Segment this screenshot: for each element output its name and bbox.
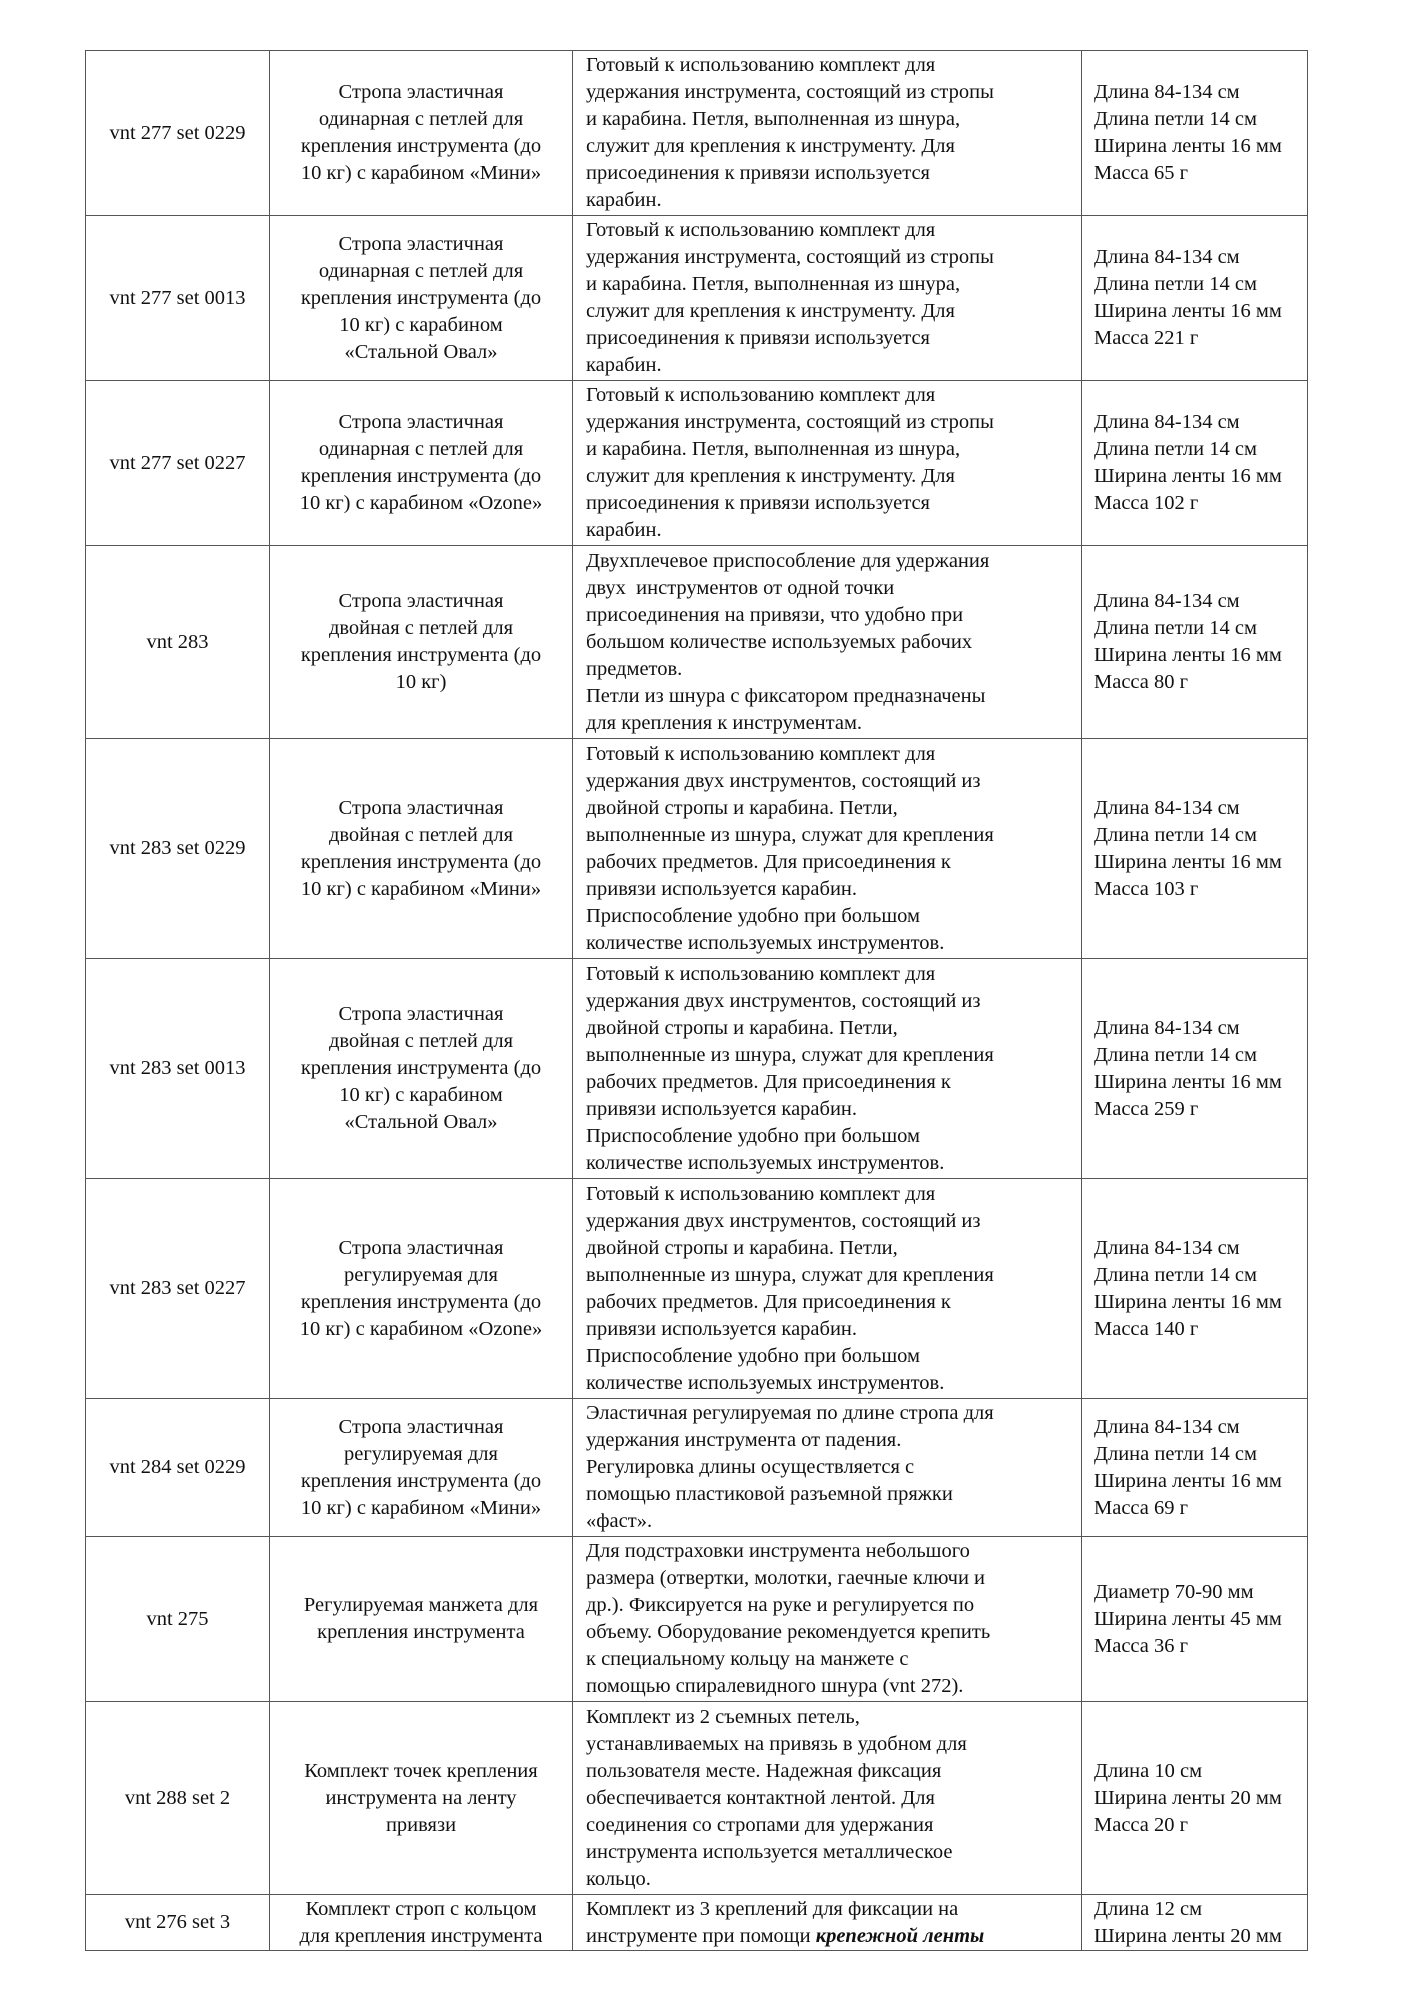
product-code: vnt 283 set 0013 bbox=[86, 959, 270, 1179]
product-description: Готовый к использованию комплект для удержания двух инструментов, состоящий из двойной стропы и карабина. Петли, выполненные из шнура, служат для крепления рабочих предметов. Для присоединения к привязи используется карабин. Приспособление удобно при большом количестве используемых инструментов. bbox=[573, 739, 1082, 959]
product-code: vnt 277 set 0013 bbox=[86, 216, 270, 381]
product-code: vnt 284 set 0229 bbox=[86, 1399, 270, 1537]
product-name: Стропа эластичная одинарная с петлей для крепления инструмента (до 10 кг) с карабином «Ozone» bbox=[270, 381, 573, 546]
product-description: Готовый к использованию комплект для удержания инструмента, состоящий из стропы и карабина. Петля, выполненная из шнура, служит для крепления к инструменту. Для присоединения к привязи используется карабин. bbox=[573, 381, 1082, 546]
product-table bbox=[85, 50, 1308, 1951]
table-row bbox=[86, 1537, 1308, 1702]
product-code: vnt 283 bbox=[86, 546, 270, 739]
product-specs: Диаметр 70-90 мм Ширина ленты 45 мм Масса 36 г bbox=[1082, 1537, 1308, 1702]
product-specs: Длина 84-134 см Длина петли 14 см Ширина ленты 16 мм Масса 140 г bbox=[1082, 1179, 1308, 1399]
product-specs: Длина 84-134 см Длина петли 14 см Ширина ленты 16 мм Масса 102 г bbox=[1082, 381, 1308, 546]
table-row bbox=[86, 1702, 1308, 1895]
table-row bbox=[86, 1399, 1308, 1537]
product-name: Комплект точек крепления инструмента на ленту привязи bbox=[270, 1702, 573, 1895]
product-specs: Длина 84-134 см Длина петли 14 см Ширина ленты 16 мм Масса 69 г bbox=[1082, 1399, 1308, 1537]
product-description: Комплект из 2 съемных петель, устанавливаемых на привязь в удобном для пользователя месте. Надежная фиксация обеспечивается контактной лентой. Для соединения со стропами для удержания инструмента используется металлическое кольцо. bbox=[573, 1702, 1082, 1895]
product-code: vnt 277 set 0229 bbox=[86, 51, 270, 216]
product-name: Стропа эластичная одинарная с петлей для крепления инструмента (до 10 кг) с карабином «Мини» bbox=[270, 51, 573, 216]
product-name: Стропа эластичная регулируемая для крепления инструмента (до 10 кг) с карабином «Мини» bbox=[270, 1399, 573, 1537]
product-name: Стропа эластичная двойная с петлей для крепления инструмента (до 10 кг) bbox=[270, 546, 573, 739]
product-description: Комплект из 3 креплений для фиксации на инструменте при помощи крепежной ленты bbox=[573, 1895, 1082, 1951]
product-specs: Длина 10 см Ширина ленты 20 мм Масса 20 г bbox=[1082, 1702, 1308, 1895]
product-specs: Длина 84-134 см Длина петли 14 см Ширина ленты 16 мм Масса 259 г bbox=[1082, 959, 1308, 1179]
product-description: Готовый к использованию комплект для удержания инструмента, состоящий из стропы и карабина. Петля, выполненная из шнура, служит для крепления к инструменту. Для присоединения к привязи используется карабин. bbox=[573, 51, 1082, 216]
product-name: Стропа эластичная двойная с петлей для крепления инструмента (до 10 кг) с карабином «Стальной Овал» bbox=[270, 959, 573, 1179]
product-description: Готовый к использованию комплект для удержания двух инструментов, состоящий из двойной стропы и карабина. Петли, выполненные из шнура, служат для крепления рабочих предметов. Для присоединения к привязи используется карабин. Приспособление удобно при большом количестве используемых инструментов. bbox=[573, 1179, 1082, 1399]
product-code: vnt 277 set 0227 bbox=[86, 381, 270, 546]
product-specs: Длина 84-134 см Длина петли 14 см Ширина ленты 16 мм Масса 65 г bbox=[1082, 51, 1308, 216]
product-description: Готовый к использованию комплект для удержания двух инструментов, состоящий из двойной стропы и карабина. Петли, выполненные из шнура, служат для крепления рабочих предметов. Для присоединения к привязи используется карабин. Приспособление удобно при большом количестве используемых инструментов. bbox=[573, 959, 1082, 1179]
product-description: Двухплечевое приспособление для удержания двух инструментов от одной точки присоединения на привязи, что удобно при большом количестве используемых рабочих предметов. Петли из шнура с фиксатором предназначены для крепления к инструментам. bbox=[573, 546, 1082, 739]
table-row bbox=[86, 1179, 1308, 1399]
product-description: Готовый к использованию комплект для удержания инструмента, состоящий из стропы и карабина. Петля, выполненная из шнура, служит для крепления к инструменту. Для присоединения к привязи используется карабин. bbox=[573, 216, 1082, 381]
product-specs: Длина 84-134 см Длина петли 14 см Ширина ленты 16 мм Масса 80 г bbox=[1082, 546, 1308, 739]
product-code: vnt 283 set 0229 bbox=[86, 739, 270, 959]
table-row bbox=[86, 739, 1308, 959]
table-row bbox=[86, 546, 1308, 739]
product-name: Стропа эластичная двойная с петлей для крепления инструмента (до 10 кг) с карабином «Мини» bbox=[270, 739, 573, 959]
table-row bbox=[86, 216, 1308, 381]
product-name: Стропа эластичная одинарная с петлей для крепления инструмента (до 10 кг) с карабином «Стальной Овал» bbox=[270, 216, 573, 381]
table-row bbox=[86, 381, 1308, 546]
product-specs: Длина 12 см Ширина ленты 20 мм bbox=[1082, 1895, 1308, 1951]
product-code: vnt 288 set 2 bbox=[86, 1702, 270, 1895]
table-row bbox=[86, 1895, 1308, 1951]
fastening-tape-emphasis: крепежной ленты bbox=[815, 1924, 985, 1947]
product-code: vnt 276 set 3 bbox=[86, 1895, 270, 1951]
table-row bbox=[86, 959, 1308, 1179]
product-code: vnt 275 bbox=[86, 1537, 270, 1702]
table-row bbox=[86, 51, 1308, 216]
product-name: Стропа эластичная регулируемая для крепления инструмента (до 10 кг) с карабином «Ozone» bbox=[270, 1179, 573, 1399]
product-name: Комплект строп с кольцом для крепления инструмента bbox=[270, 1895, 573, 1951]
product-code: vnt 283 set 0227 bbox=[86, 1179, 270, 1399]
product-description: Для подстраховки инструмента небольшого размера (отвертки, молотки, гаечные ключи и др.). Фиксируется на руке и регулируется по объему. Оборудование рекомендуется крепить к специальному кольцу на манжете с помощью спиралевидного шнура (vnt 272). bbox=[573, 1537, 1082, 1702]
product-specs: Длина 84-134 см Длина петли 14 см Ширина ленты 16 мм Масса 221 г bbox=[1082, 216, 1308, 381]
product-specs: Длина 84-134 см Длина петли 14 см Ширина ленты 16 мм Масса 103 г bbox=[1082, 739, 1308, 959]
product-description: Эластичная регулируемая по длине стропа для удержания инструмента от падения. Регулировка длины осуществляется с помощью пластиковой разъемной пряжки «фаст». bbox=[573, 1399, 1082, 1537]
product-name: Регулируемая манжета для крепления инструмента bbox=[270, 1537, 573, 1702]
